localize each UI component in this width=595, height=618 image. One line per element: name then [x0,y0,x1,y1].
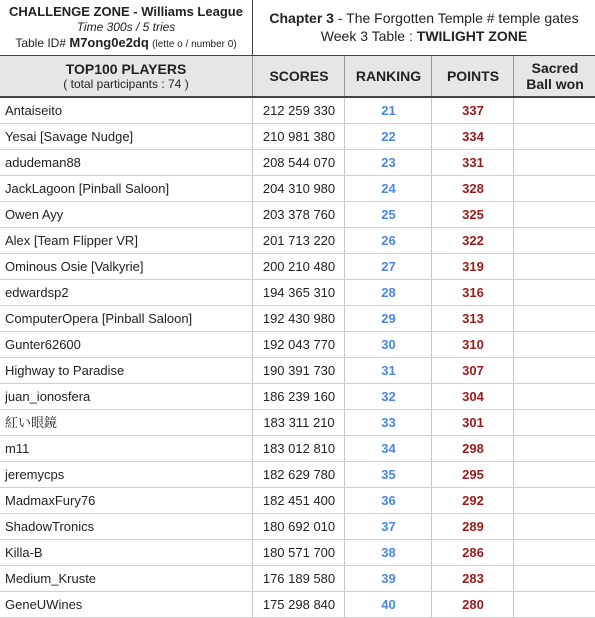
points-value: 316 [431,280,514,305]
sacred-ball-value [513,436,595,461]
score-value: 192 430 980 [252,306,345,331]
points-value: 319 [431,254,514,279]
points-value: 289 [431,514,514,539]
points-value: 322 [431,228,514,253]
league-name: Williams League [141,4,243,19]
score-value: 186 239 160 [252,384,345,409]
points-value: 298 [431,436,514,461]
table-row [0,566,595,592]
ranking-value: 27 [344,254,432,279]
ranking-value: 35 [344,462,432,487]
table-id-note: (lette o / number 0) [152,39,237,50]
sacred-ball-value [513,332,595,357]
table-row [0,410,595,436]
table-row [0,280,595,306]
chapter-info [253,0,595,55]
ranking-value: 22 [344,124,432,149]
ranking-value: 29 [344,306,432,331]
sacred-ball-value [513,306,595,331]
table-row [0,592,595,618]
score-value: 208 544 070 [252,150,345,175]
score-value: 192 043 770 [252,332,345,357]
ranking-value: 33 [344,410,432,435]
sacred-ball-value [513,592,595,617]
points-value: 310 [431,332,514,357]
ranking-column-header: RANKING [344,56,432,96]
score-value: 203 378 760 [252,202,345,227]
ball-header-line2: Ball won [526,76,584,92]
score-value: 200 210 480 [252,254,345,279]
points-value: 328 [431,176,514,201]
sacred-ball-value [513,124,595,149]
player-name: JackLagoon [Pinball Saloon] [5,181,170,196]
title-banner [0,0,595,56]
sacred-ball-value [513,384,595,409]
sacred-ball-value [513,150,595,175]
score-value: 180 571 700 [252,540,345,565]
player-name: GeneUWines [5,597,83,612]
ranking-value: 28 [344,280,432,305]
chapter-label: Chapter 3 [269,10,334,26]
ranking-value: 26 [344,228,432,253]
ranking-value: 39 [344,566,432,591]
points-value: 286 [431,540,514,565]
table-row [0,202,595,228]
player-name: MadmaxFury76 [5,493,96,508]
points-column-header: POINTS [431,56,514,96]
ranking-value: 38 [344,540,432,565]
player-name: Alex [Team Flipper VR] [5,233,138,248]
ranking-value: 21 [344,98,432,123]
player-name: Killa-B [5,545,43,560]
player-rows [0,98,595,618]
score-value: 180 692 010 [252,514,345,539]
league-title [0,4,252,19]
player-name: Owen Ayy [5,207,64,222]
ranking-value: 37 [344,514,432,539]
table-row [0,150,595,176]
sacred-ball-value [513,410,595,435]
score-value: 212 259 330 [252,98,345,123]
table-id [0,35,252,50]
scores-column-header: SCORES [252,56,345,96]
league-info [0,0,253,55]
ball-header-line1: Sacred [531,60,579,76]
table-row [0,358,595,384]
score-value: 194 365 310 [252,280,345,305]
ranking-value: 34 [344,436,432,461]
points-value: 307 [431,358,514,383]
ranking-value: 23 [344,150,432,175]
column-header-row [0,56,595,98]
score-value: 201 713 220 [252,228,345,253]
points-value: 325 [431,202,514,227]
sacred-ball-value [513,228,595,253]
points-value: 292 [431,488,514,513]
participants-count: ( total participants : 74 ) [63,77,189,91]
points-value: 301 [431,410,514,435]
player-name: Ominous Osie [Valkyrie] [5,259,144,274]
table-id-label: Table ID# [15,36,70,50]
table-row [0,514,595,540]
player-name: juan_ionosfera [5,389,91,404]
table-row [0,254,595,280]
player-name: Gunter62600 [5,337,81,352]
player-name: Antaiseito [5,103,63,118]
points-value: 295 [431,462,514,487]
sacred-ball-value [513,540,595,565]
week-table [253,28,595,44]
score-value: 183 012 810 [252,436,345,461]
table-row [0,462,595,488]
table-row [0,176,595,202]
player-name: m11 [5,441,30,456]
ranking-value: 32 [344,384,432,409]
chapter-name: - The Forgotten Temple # temple gates [333,10,579,26]
sacred-ball-value [513,566,595,591]
points-value: 313 [431,306,514,331]
player-name: Highway to Paradise [5,363,125,378]
table-row [0,98,595,124]
sacred-ball-value [513,202,595,227]
table-row [0,332,595,358]
points-value: 280 [431,592,514,617]
table-row [0,436,595,462]
table-row [0,384,595,410]
player-name: ComputerOpera [Pinball Saloon] [5,311,193,326]
player-name: Yesai [Savage Nudge] [5,129,134,144]
score-value: 190 391 730 [252,358,345,383]
points-value: 304 [431,384,514,409]
sacred-ball-value [513,176,595,201]
points-value: 283 [431,566,514,591]
sacred-ball-value [513,462,595,487]
points-value: 331 [431,150,514,175]
table-row [0,488,595,514]
table-row [0,540,595,566]
sacred-ball-value [513,514,595,539]
points-value: 334 [431,124,514,149]
ranking-value: 24 [344,176,432,201]
time-tries: Time 300s / 5 tries [76,20,176,34]
ranking-value: 31 [344,358,432,383]
ranking-value: 25 [344,202,432,227]
player-name: 紅い眼鏡 [5,415,58,430]
score-value: 182 451 400 [252,488,345,513]
league-prefix: CHALLENGE ZONE - [9,4,142,19]
player-name: jeremycps [5,467,65,482]
score-value: 183 311 210 [252,410,345,435]
sacred-ball-column-header [513,56,595,96]
players-title: TOP100 PLAYERS [65,61,187,77]
table-name: TWILIGHT ZONE [416,28,528,44]
points-value: 337 [431,98,514,123]
table-id-code: M7ong0e2dq [69,35,149,50]
score-value: 204 310 980 [252,176,345,201]
sacred-ball-value [513,488,595,513]
table-row [0,306,595,332]
sacred-ball-value [513,98,595,123]
week-label: Week 3 Table : [320,28,417,44]
player-name: Medium_Kruste [5,571,97,586]
player-name: ShadowTronics [5,519,95,534]
player-name: edwardsp2 [5,285,69,300]
ranking-value: 40 [344,592,432,617]
ranking-value: 36 [344,488,432,513]
table-row [0,124,595,150]
ranking-value: 30 [344,332,432,357]
players-column-header [0,56,252,96]
sacred-ball-value [513,280,595,305]
sacred-ball-value [513,254,595,279]
score-value: 210 981 380 [252,124,345,149]
score-value: 182 629 780 [252,462,345,487]
chapter-title [253,10,595,26]
player-name: adudeman88 [5,155,81,170]
table-row [0,228,595,254]
score-value: 176 189 580 [252,566,345,591]
score-value: 175 298 840 [252,592,345,617]
sacred-ball-value [513,358,595,383]
